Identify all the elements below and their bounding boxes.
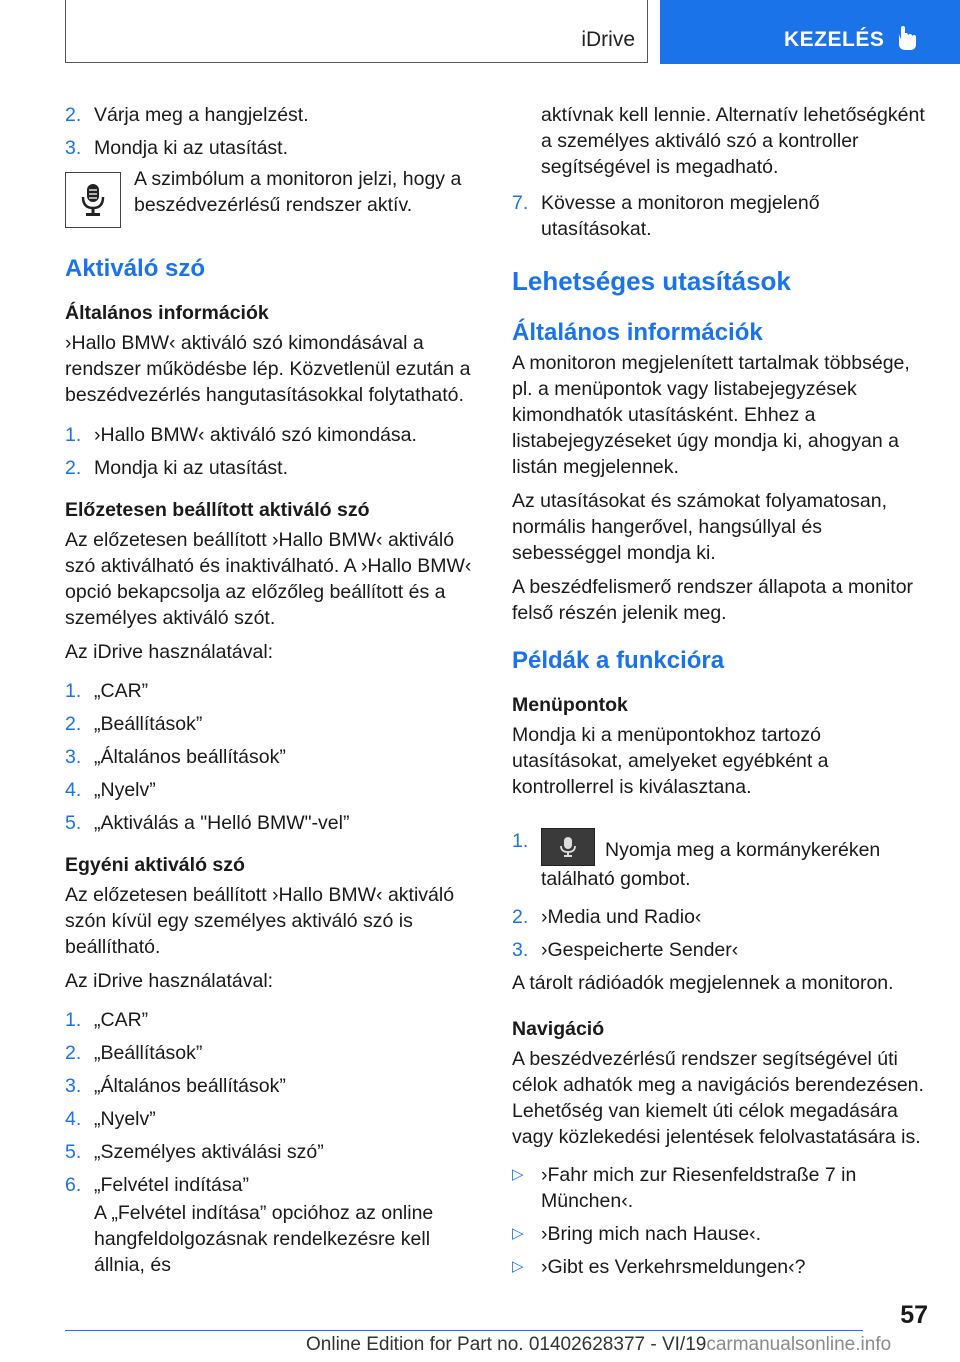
list-item [65, 102, 480, 128]
watermark: carmanualsonline.info [706, 1334, 892, 1355]
step-number: 5. [65, 1141, 82, 1163]
step-text: „Általános beállítások” [94, 1075, 286, 1097]
step-text: „Személyes aktiválási szó” [94, 1141, 324, 1163]
step-text: „Beállítások” [94, 1042, 203, 1064]
step-number: 2. [65, 1042, 82, 1064]
step-number: 5. [65, 812, 82, 834]
step-number: 1. [65, 680, 82, 702]
list-item [65, 810, 480, 836]
step-number: 6. [65, 1174, 82, 1196]
list-item [65, 455, 480, 481]
list-item [65, 1106, 480, 1132]
list-item [65, 777, 480, 803]
subsection-heading: Előzetesen beállított aktiváló szó [65, 499, 370, 521]
paragraph: Az előzetesen beállított ›Hallo BMW‹ aktiváló szón kívül egy személyes aktiváló szó is beállítható. [65, 884, 455, 958]
list-item [65, 711, 480, 737]
step-number: 2. [65, 713, 82, 735]
paragraph: Az utasításokat és számokat folyamatosan, normális hangerővel, hangsúllyal és sebességgel mondja ki. [512, 490, 888, 564]
list-item [65, 1073, 480, 1099]
list-item [65, 744, 480, 770]
page-number: 57 [900, 1301, 928, 1329]
paragraph: A tárolt rádióadók megjelennek a monitoron. [512, 972, 894, 994]
triangle-bullet-icon: ▷ [512, 1258, 524, 1275]
right-column [512, 102, 927, 1287]
step-text [541, 818, 927, 892]
paragraph: aktívnak kell lennie. Alternatív lehetőségként a személyes aktiváló szó a kontroller segítségével is megadható. [541, 104, 925, 178]
paragraph: Az előzetesen beállított ›Hallo BMW‹ aktiváló szó aktiválható és inaktiválható. A ›Hallo BMW‹ opció bekapcsolja az előzőleg beállított és a személyes aktiváló szót. [65, 529, 472, 629]
left-column [65, 102, 480, 1286]
triangle-bullet-icon: ▷ [512, 1225, 524, 1242]
paragraph: A monitoron megjelenített tartalmak többsége, pl. a menüpontok vagy listabejegyzések kimondhatók utasításként. Ehhez a listabejegyzéseket úgy mondja ki, ahogyan a listán megjelennek. [512, 352, 910, 478]
subsection-heading: Navigáció [512, 1018, 605, 1040]
step-number: 3. [65, 746, 82, 768]
step-text: ›Hallo BMW‹ aktiváló szó kimondása. [94, 424, 417, 446]
list-item [512, 937, 927, 963]
step-number: 2. [65, 104, 82, 126]
step-number: 2. [65, 457, 82, 479]
step-text: „Általános beállítások” [94, 746, 286, 768]
step-text: „Nyelv” [94, 779, 156, 801]
step-text: ›Media und Radio‹ [541, 906, 702, 928]
subsection-heading: Egyéni aktiváló szó [65, 854, 245, 876]
paragraph: A beszédfelismerő rendszer állapota a monitor felső részén jelenik meg. [512, 576, 914, 624]
step-text: Mondja ki az utasítást. [94, 457, 289, 479]
list-item [65, 1139, 480, 1165]
section-heading: Aktiváló szó [65, 255, 206, 282]
step-number: 4. [65, 779, 82, 801]
step-number: 3. [65, 137, 82, 159]
example-text: ›Gibt es Verkehrsmeldungen‹? [541, 1256, 806, 1278]
list-item [65, 1040, 480, 1066]
step-number: 3. [65, 1075, 82, 1097]
list-item [512, 190, 927, 242]
list-item [512, 1221, 927, 1247]
subsection-heading: Általános információk [65, 302, 269, 324]
step-text: Mondja ki az utasítást. [94, 137, 289, 159]
step-text-content: Nyomja meg a kormánykeréken található gombot. [541, 839, 881, 890]
step-number: 1. [65, 424, 82, 446]
step-text: Várja meg a hangjelzést. [94, 104, 309, 126]
header-chapter-box [65, 0, 648, 63]
paragraph: Mondja ki a menüpontokhoz tartozó utasításokat, amelyeket egyébként a kontrollerrel is kiválasztana. [512, 724, 829, 798]
step-note: A „Felvétel indítása” opcióhoz az online hangfeldolgozásnak rendelkezésre kell állnia, és [94, 1202, 434, 1276]
example-text: ›Bring mich nach Hause‹. [541, 1223, 762, 1245]
icon-note [65, 168, 480, 228]
step-text: „Beállítások” [94, 713, 203, 735]
list-item [65, 1172, 480, 1198]
edition-text: Online Edition for Part no. 01402628377 - VI/19 [306, 1334, 707, 1355]
hand-pointer-icon [896, 24, 918, 57]
list-item [65, 1007, 480, 1033]
step-number: 4. [65, 1108, 82, 1130]
paragraph: Az iDrive használatával: [65, 970, 274, 992]
section-heading: Példák a funkcióra [512, 647, 725, 674]
edition-line [306, 1334, 891, 1356]
step-text: ›Gespeicherte Sender‹ [541, 939, 739, 961]
section-tab [660, 0, 960, 64]
icon-note-text: A szimbólum a monitoron jelzi, hogy a beszédvezérlésű rendszer aktív. [134, 168, 462, 216]
section-heading: Lehetséges utasítások [512, 266, 791, 296]
paragraph: ›Hallo BMW‹ aktiváló szó kimondásával a rendszer működésbe lép. Közvetlenül ezután a beszédvezérlés hangutasításokkal folytatható. [65, 332, 471, 406]
microphone-button-icon [541, 828, 595, 866]
step-text: Kövesse a monitoron megjelenő utasításokat. [541, 192, 820, 240]
list-item [65, 678, 480, 704]
step-number: 1. [65, 1009, 82, 1031]
step-text: „Nyelv” [94, 1108, 156, 1130]
step-number: 2. [512, 906, 529, 928]
list-item [65, 422, 480, 448]
example-text: ›Fahr mich zur Riesenfeldstraße 7 in München‹. [541, 1164, 857, 1212]
list-item [512, 904, 927, 930]
microphone-icon [65, 172, 121, 228]
step-text: „CAR” [94, 680, 149, 702]
chapter-title: iDrive [581, 28, 635, 51]
paragraph: A beszédvezérlésű rendszer segítségével úti célok adhatók meg a navigációs berendezésen. Lehetőség van kiemelt úti célok megadására vagy közlekedési jelentések felolvastatására is. [512, 1048, 924, 1148]
step-number: 7. [512, 192, 529, 214]
section-heading: Általános információk [512, 319, 763, 346]
step-text: „Aktiválás a "Helló BMW"-vel” [94, 812, 350, 834]
step-number: 3. [512, 939, 529, 961]
section-title: KEZELÉS [784, 28, 885, 51]
footer-divider [65, 1330, 863, 1331]
step-text: „CAR” [94, 1009, 149, 1031]
triangle-bullet-icon: ▷ [512, 1166, 524, 1183]
list-item [65, 135, 480, 161]
list-item [512, 818, 927, 892]
paragraph: Az iDrive használatával: [65, 641, 274, 663]
step-text: „Felvétel indítása” [94, 1174, 249, 1196]
list-item [512, 1254, 927, 1280]
list-item [512, 1162, 927, 1214]
step-number: 1. [512, 830, 529, 852]
subsection-heading: Menüpontok [512, 694, 628, 716]
